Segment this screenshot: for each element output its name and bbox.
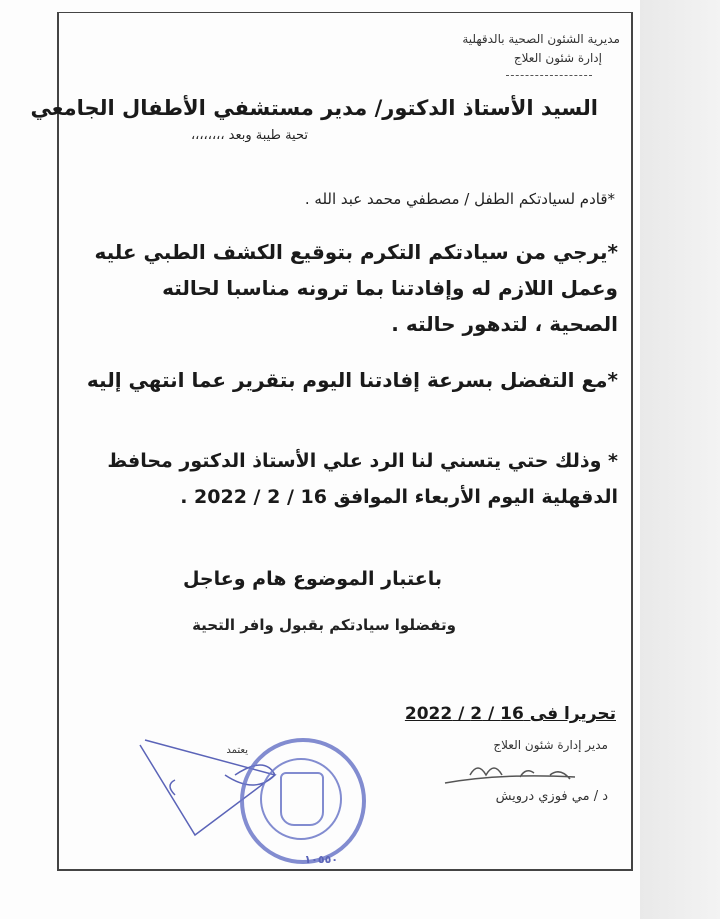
paragraph-4-line-2: الدقهلية اليوم الأربعاء الموافق 16 / 2 / 2022 .: [180, 486, 618, 508]
signatory-title: مدير إدارة شئون العلاج: [493, 738, 608, 752]
scan-margin: [640, 0, 720, 919]
paragraph-2-line-2: وعمل اللازم له وإفادتنا بما ترونه مناسبا لحالته: [162, 276, 618, 300]
greeting: تحية طيبة وبعد ،،،،،،،،: [190, 128, 308, 143]
header-directorate: مديرية الشئون الصحية بالدقهلية: [462, 32, 620, 46]
addressee: السيد الأستاذ الدكتور/ مدير مستشفي الأطفال الجامعي: [30, 96, 598, 120]
handwritten-signature: [440, 755, 580, 790]
header-divider: [506, 75, 592, 76]
closing-urgent: باعتبار الموضوع هام وعاجل: [182, 568, 442, 590]
closing-regards: وتفضلوا سيادتكم بقبول وافر التحية: [192, 616, 456, 634]
stamp-number: ١٠٥٥٠: [304, 853, 338, 866]
approval-label: يعتمد: [226, 745, 248, 756]
paragraph-1: *قادم لسيادتكم الطفل / مصطفي محمد عبد الله .: [304, 190, 615, 208]
paragraph-3: *مع التفضل بسرعة إفادتنا اليوم بتقرير عما انتهي إليه: [86, 368, 618, 392]
paragraph-4-line-1: * وذلك حتي يتسني لنا الرد علي الأستاذ الدكتور محافظ: [107, 450, 618, 472]
official-stamp: [240, 738, 366, 864]
issue-date: تحريرا فى 16 / 2 / 2022: [404, 704, 616, 724]
header-department: إدارة شئون العلاج: [513, 51, 602, 65]
paragraph-2-line-1: *يرجي من سيادتكم التكرم بتوقيع الكشف الطبي عليه: [94, 240, 618, 264]
signatory-name: د / مي فوزي درويش: [495, 789, 608, 804]
eagle-emblem-icon: [280, 772, 324, 826]
paragraph-2-line-3: الصحية ، لتدهور حالته .: [391, 312, 618, 336]
